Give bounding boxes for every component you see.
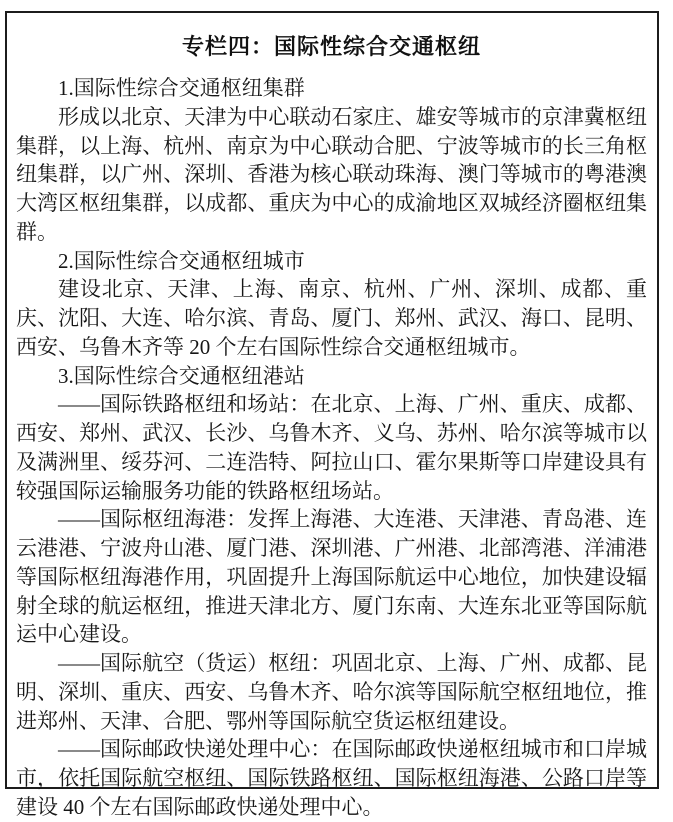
paragraph: ——国际航空（货运）枢纽：巩固北京、上海、广州、成都、昆明、深圳、重庆、西安、乌鲁木齐、哈尔滨等国际航空枢纽地位，推进郑州、天津、合肥、鄂州等国际航空货运枢纽建设。 xyxy=(16,651,647,733)
box-title: 专栏四：国际性综合交通枢纽 xyxy=(181,34,481,59)
paragraph: 形成以北京、天津为中心联动石家庄、雄安等城市的京津冀枢纽集群，以上海、杭州、南京为中心联动合肥、宁波等城市的长三角枢纽集群，以广州、深圳、香港为核心联动珠海、澳门等城市的粤港澳大湾区枢纽集群，以成都、重庆为中心的成渝地区双城经济圈枢纽集群。 xyxy=(16,104,647,244)
paragraph: ——国际邮政快递处理中心：在国际邮政快递枢纽城市和口岸城市，依托国际航空枢纽、国际铁路枢纽、国际枢纽海港、公路口岸等建设 40 个左右国际邮政快递处理中心。 xyxy=(16,737,647,819)
section-heading: 1.国际性综合交通枢纽集群 xyxy=(58,76,305,100)
box-body xyxy=(16,74,647,822)
paragraph: ——国际枢纽海港：发挥上海港、大连港、天津港、青岛港、连云港港、宁波舟山港、厦门港、深圳港、广州港、北部湾港、洋浦港等国际枢纽海港作用，巩固提升上海国际航运中心地位，加快建设辐射全球的航运枢纽，推进天津北方、厦门东南、大连东北亚等国际航运中心建设。 xyxy=(16,507,647,647)
paragraph: ——国际铁路枢纽和场站：在北京、上海、广州、重庆、成都、西安、郑州、武汉、长沙、乌鲁木齐、义乌、苏州、哈尔滨等城市以及满洲里、绥芬河、二连浩特、阿拉山口、霍尔果斯等口岸建设具有较强国际运输服务功能的铁路枢纽场站。 xyxy=(16,392,647,503)
document-text-box xyxy=(5,11,659,819)
document-text-box-inner xyxy=(7,13,657,822)
section-heading: 3.国际性综合交通枢纽港站 xyxy=(58,363,305,388)
section-heading: 2.国际性综合交通枢纽城市 xyxy=(58,248,305,273)
paragraph: 建设北京、天津、上海、南京、杭州、广州、深圳、成都、重庆、沈阳、大连、哈尔滨、青岛、厦门、郑州、武汉、海口、昆明、西安、乌鲁木齐等 20 个左右国际性综合交通枢纽城市。 xyxy=(16,277,647,359)
